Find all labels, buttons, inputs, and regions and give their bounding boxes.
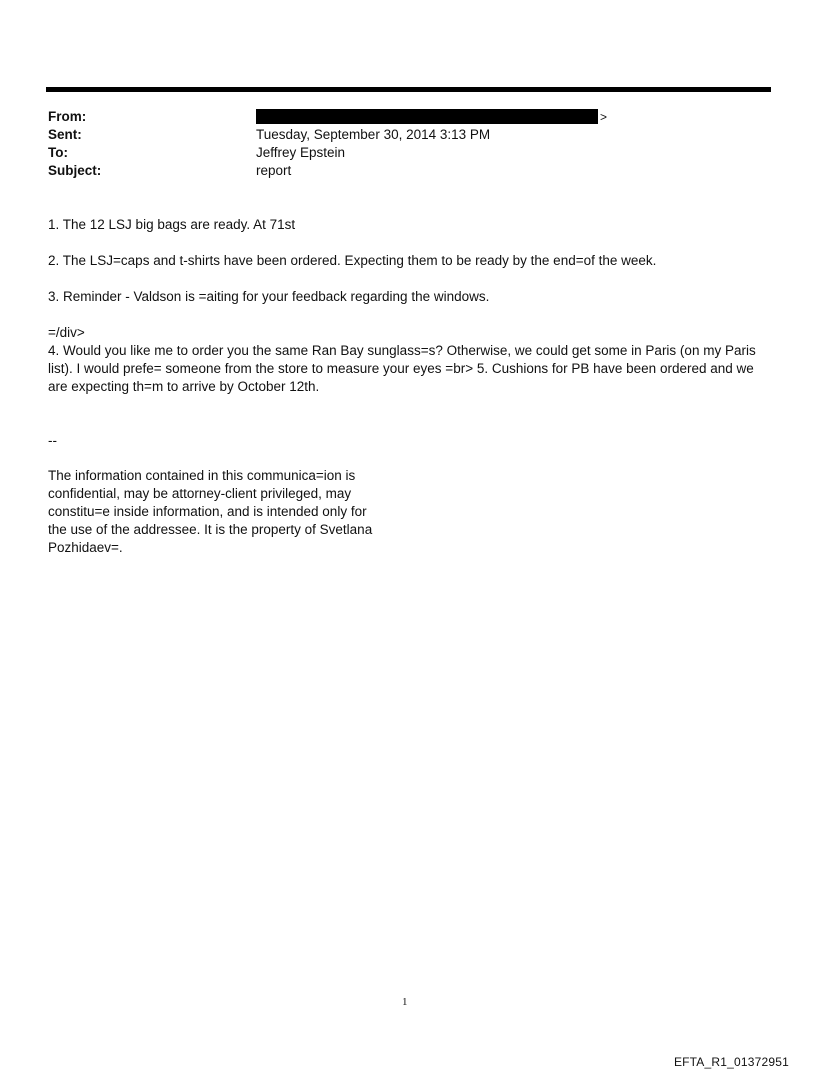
body-paragraph-4: 4. Would you like me to order you the same Ran Bay sunglass=s? Otherwise, we could get some in Paris (on my Paris list). I would prefe= someone from the store to measure your eyes =br> 5. Cushions for PB have been ordered and we are expecting th=m to arrive by October 12th. [48,343,760,394]
document-id: EFTA_R1_01372951 [673,1055,789,1069]
sent-value: Tuesday, September 30, 2014 3:13 PM [256,127,491,142]
subject-label: Subject: [48,163,102,178]
signature-separator: -- [48,433,57,448]
from-value-tail: > [600,110,608,124]
to-value: Jeffrey Epstein [256,145,346,160]
page-number: 1 [402,996,408,1008]
body-paragraph-2: 2. The LSJ=caps and t-shirts have been ordered. Expecting them to be ready by the end=of the week. [48,253,657,268]
body-div-artifact: =/div> [48,325,85,340]
from-label: From: [48,109,87,124]
confidentiality-disclaimer: The information contained in this communica=ion is confidential, may be attorney-client privileged, may constitu=e inside information, and is intended only for the use of the addressee. It is the property of Svetlana Pozhidaev=. [48,468,376,555]
sent-label: Sent: [48,127,82,142]
header-divider-rule [46,87,771,92]
subject-value: report [256,163,292,178]
body-paragraph-1: 1. The 12 LSJ big bags are ready. At 71st [48,217,296,232]
redaction-block [256,109,598,124]
body-paragraph-3: 3. Reminder - Valdson is =aiting for your feedback regarding the windows. [48,289,490,304]
to-label: To: [48,145,68,160]
